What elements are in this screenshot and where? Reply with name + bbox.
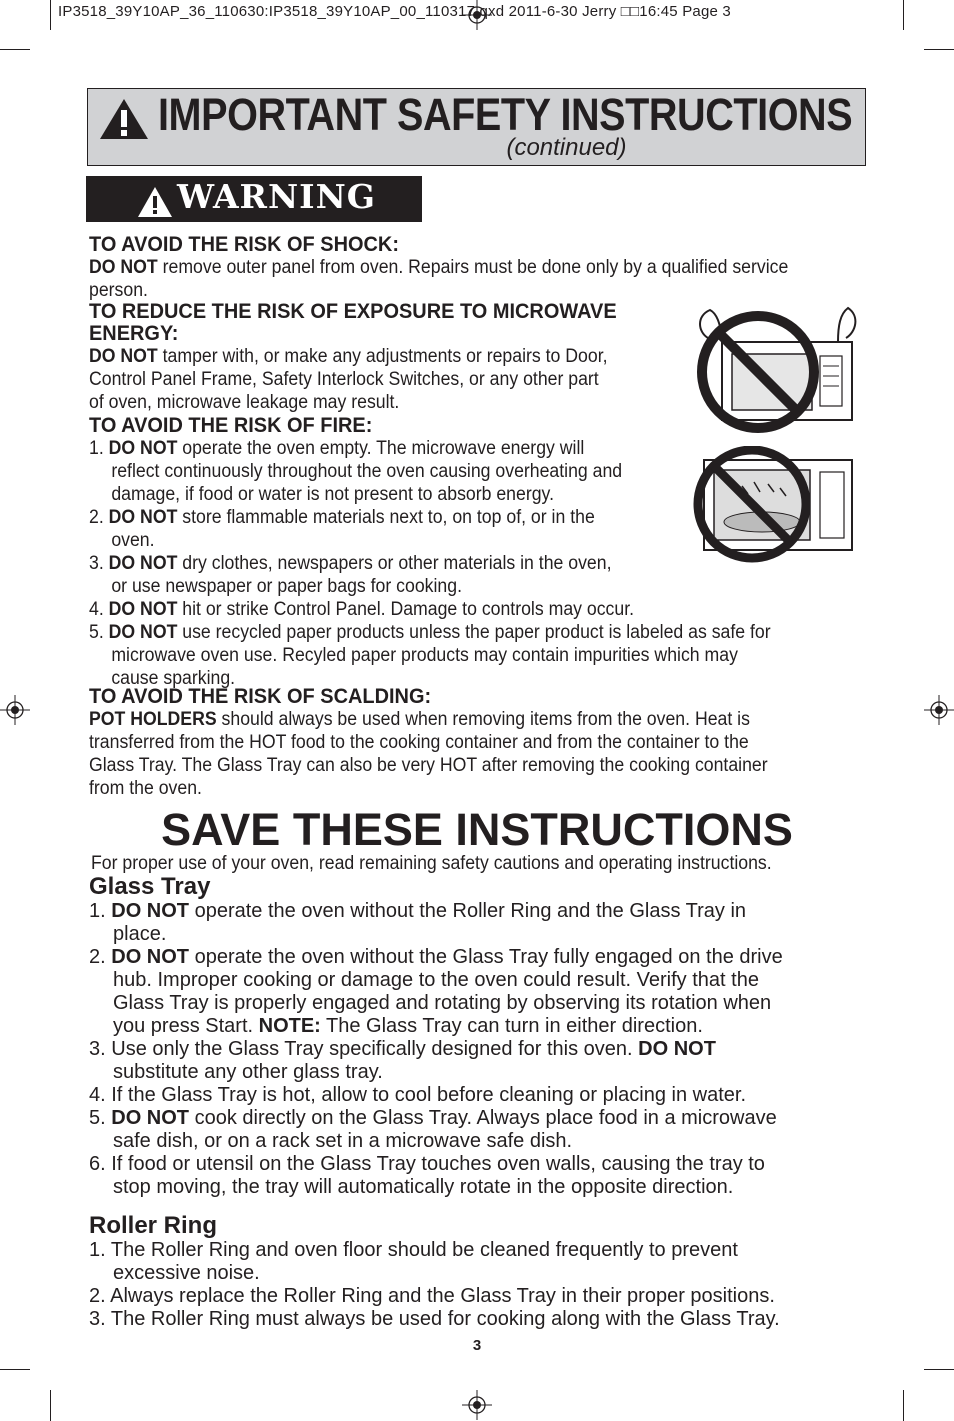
- list-item: [89, 552, 805, 575]
- item-number: 1.: [89, 900, 112, 922]
- crop-mark: [924, 49, 954, 50]
- shock-heading: TO AVOID THE RISK OF SHOCK:: [89, 233, 399, 256]
- list-item: [89, 1084, 869, 1107]
- scald-line: Glass Tray. The Glass Tray can also be very HOT after removing the cooking container: [89, 755, 768, 776]
- fire-list: [89, 437, 805, 690]
- do-not-lead: DO NOT: [108, 507, 178, 528]
- item-text: excessive noise.: [113, 1262, 260, 1284]
- crop-mark: [903, 0, 904, 30]
- item-text: safe dish, or on a rack set in a microwave safe dish.: [113, 1130, 573, 1152]
- do-not-lead: DO NOT: [89, 257, 158, 278]
- warning-triangle-icon: [137, 186, 173, 218]
- do-not-lead: DO NOT: [108, 553, 178, 574]
- registration-mark-icon: [462, 1390, 492, 1420]
- list-item: [89, 1153, 869, 1176]
- item-number: 2.: [89, 946, 112, 968]
- crop-mark: [903, 1390, 904, 1421]
- registration-mark-icon: [924, 695, 954, 725]
- item-text: If the Glass Tray is hot, allow to cool before cleaning or placing in water.: [111, 1084, 747, 1106]
- list-item: [89, 506, 805, 529]
- roller-ring-section: [89, 1213, 869, 1331]
- item-number: 5.: [89, 1107, 112, 1129]
- item-text: substitute any other glass tray.: [113, 1061, 383, 1083]
- item-text: or use newspaper or paper bags for cooking.: [111, 576, 462, 597]
- list-item: [89, 1308, 869, 1331]
- item-text: microwave oven use. Recyled paper products may contain impurities which may: [111, 645, 738, 666]
- exposure-line: tamper with, or make any adjustments or repairs to Door,: [157, 346, 608, 367]
- do-not-lead: DO NOT: [638, 1038, 716, 1060]
- list-item: [89, 1285, 869, 1308]
- list-item: [89, 946, 869, 969]
- item-text: cause sparking.: [111, 668, 236, 689]
- item-number: 6.: [89, 1153, 112, 1175]
- item-number: 4.: [89, 1084, 112, 1106]
- do-not-lead: DO NOT: [89, 346, 158, 367]
- warning-label: [86, 176, 422, 222]
- note-lead: NOTE:: [258, 1015, 321, 1037]
- banner-title: IMPORTANT SAFETY INSTRUCTIONS: [158, 89, 853, 140]
- exposure-line: of oven, microwave leakage may result.: [89, 392, 400, 413]
- scald-line: should always be used when removing items from the oven. Heat is: [216, 709, 750, 730]
- item-text: Glass Tray is properly engaged and rotating by observing its rotation when: [113, 992, 772, 1014]
- item-number: 3.: [89, 553, 109, 574]
- warning-text: WARNING: [177, 177, 376, 216]
- exposure-heading: TO REDUCE THE RISK OF EXPOSURE TO MICROWAVE: [89, 300, 617, 323]
- do-not-lead: DO NOT: [111, 1107, 190, 1129]
- list-item: [89, 900, 869, 923]
- item-text: cook directly on the Glass Tray. Always place food in a microwave: [189, 1107, 777, 1129]
- crop-mark: [0, 1369, 30, 1370]
- list-item: [89, 1239, 869, 1262]
- item-number: 3.: [89, 1038, 112, 1060]
- save-instructions-title: SAVE THESE INSTRUCTIONS: [161, 804, 793, 855]
- item-text: hit or strike Control Panel. Damage to controls may occur.: [177, 599, 635, 620]
- item-text: The Roller Ring and oven floor should be cleaned frequently to prevent: [110, 1239, 738, 1261]
- item-text: If food or utensil on the Glass Tray touches oven walls, causing the tray to: [111, 1153, 765, 1175]
- list-item: [89, 598, 805, 621]
- pot-holders-lead: POT HOLDERS: [89, 709, 217, 730]
- save-intro: For proper use of your oven, read remaining safety cautions and operating instructions.: [91, 853, 772, 874]
- fire-section: [89, 415, 859, 690]
- do-not-lead: DO NOT: [108, 599, 178, 620]
- do-not-lead: DO NOT: [111, 946, 190, 968]
- exposure-heading-cont: ENERGY:: [89, 322, 179, 345]
- item-text: oven.: [111, 530, 155, 551]
- do-not-lead: DO NOT: [108, 438, 178, 459]
- crop-mark: [924, 1369, 954, 1370]
- item-text: hub. Improper cooking or damage to the oven could result. Verify that the: [113, 969, 759, 991]
- roller-ring-heading: Roller Ring: [89, 1212, 218, 1239]
- exposure-text: [89, 345, 805, 414]
- item-number: 2.: [89, 1285, 111, 1307]
- glass-tray-section: [89, 874, 869, 1199]
- item-number: 1.: [89, 438, 109, 459]
- scald-heading: TO AVOID THE RISK OF SCALDING:: [89, 685, 432, 708]
- item-text: Always replace the Roller Ring and the Glass Tray in their proper positions.: [110, 1285, 775, 1307]
- crop-mark: [50, 1390, 51, 1421]
- item-text: store flammable materials next to, on top of, or in the: [177, 507, 595, 528]
- item-text: The Glass Tray can turn in either direction.: [320, 1015, 703, 1037]
- scald-line: transferred from the HOT food to the cooking container and from the container to the: [89, 732, 749, 753]
- crop-mark: [50, 0, 51, 30]
- item-text: operate the oven empty. The microwave energy will: [177, 438, 585, 459]
- item-text: operate the oven without the Glass Tray fully engaged on the drive: [189, 946, 783, 968]
- printer-slug: IP3518_39Y10AP_36_110630:IP3518_39Y10AP_00_110317.qxd 2011-6-30 Jerry □□16:45 Page 3: [58, 3, 731, 20]
- registration-mark-icon: [0, 695, 30, 725]
- item-text: operate the oven without the Roller Ring and the Glass Tray in: [189, 900, 747, 922]
- fire-heading: TO AVOID THE RISK OF FIRE:: [89, 414, 373, 437]
- item-text: use recycled paper products unless the paper product is labeled as safe for: [177, 622, 771, 643]
- exposure-section: [89, 301, 859, 414]
- item-text: The Roller Ring must always be used for cooking along with the Glass Tray.: [110, 1308, 780, 1330]
- scald-text: [89, 708, 805, 800]
- list-item: [89, 1107, 869, 1130]
- item-text: dry clothes, newspapers or other materials in the oven,: [177, 553, 612, 574]
- item-text: reflect continuously throughout the oven causing overheating and: [111, 461, 623, 482]
- item-number: 2.: [89, 507, 109, 528]
- list-item: [89, 1038, 869, 1061]
- safety-banner: [87, 88, 866, 166]
- item-number: 5.: [89, 622, 109, 643]
- shock-text: [89, 256, 833, 302]
- item-number: 1.: [89, 1239, 111, 1261]
- page-number: 3: [472, 1337, 482, 1354]
- item-text: Use only the Glass Tray specifically designed for this oven.: [111, 1038, 639, 1060]
- exposure-line: Control Panel Frame, Safety Interlock Switches, or any other part: [89, 369, 599, 390]
- item-number: 4.: [89, 599, 109, 620]
- list-item: [89, 437, 805, 460]
- banner-subtitle: (continued): [506, 134, 627, 161]
- item-text: stop moving, the tray will automatically rotate in the opposite direction.: [113, 1176, 734, 1198]
- shock-body: remove outer panel from oven. Repairs must be done only by a qualified service person.: [89, 257, 789, 301]
- item-number: 3.: [89, 1308, 111, 1330]
- shock-section: [89, 234, 859, 302]
- item-text: damage, if food or water is not present to absorb energy.: [111, 484, 554, 505]
- do-not-lead: DO NOT: [108, 622, 178, 643]
- item-text: you press Start.: [113, 1015, 259, 1037]
- list-item: [89, 621, 805, 644]
- glass-tray-heading: Glass Tray: [89, 873, 211, 900]
- item-text: place.: [113, 923, 167, 945]
- crop-mark: [0, 49, 30, 50]
- scald-section: [89, 686, 859, 800]
- scald-line: from the oven.: [89, 778, 202, 799]
- do-not-lead: DO NOT: [111, 900, 190, 922]
